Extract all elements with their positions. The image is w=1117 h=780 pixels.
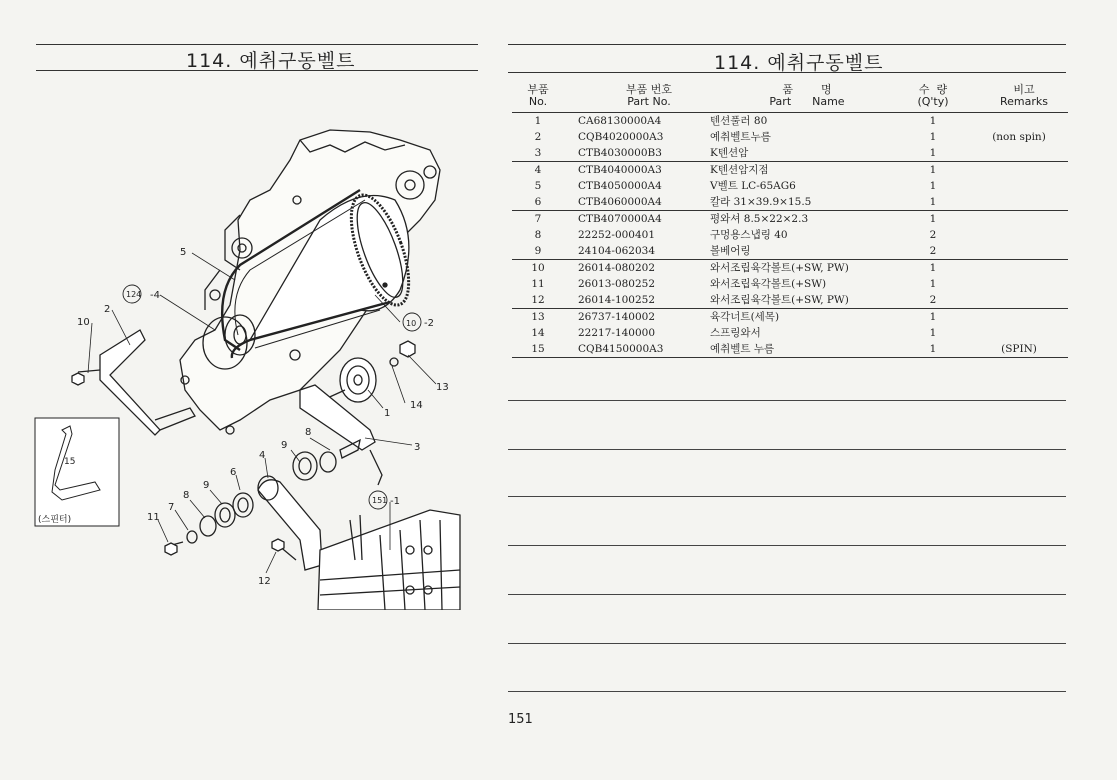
part-number-index: 8 [534,229,542,241]
part-code: 26014-080202 [578,262,656,274]
tension-roller [323,358,376,402]
table-row [512,178,1068,194]
header-qty-en: (Q'ty) [917,95,949,108]
exploded-parts-diagram [0,90,480,610]
part-number-index: 5 [534,180,542,192]
callout-13: 13 [436,382,449,393]
blank-row-rule [508,400,1066,401]
callout-3: 3 [414,442,421,453]
part-qty: 2 [929,245,937,257]
part-name: 와서조립육각볼트(+SW, PW) [710,262,849,274]
table-row [512,194,1068,211]
part-code: 22252-000401 [578,229,656,241]
part-qty: 1 [929,311,937,323]
callout-151-1: -1 [390,496,400,507]
header-no-ko: 부품 [527,83,549,96]
part-code: 22217-140000 [578,327,656,339]
part-qty: 1 [929,327,937,339]
table-row [512,325,1068,341]
blank-row-rule [508,643,1066,644]
header-remarks-ko: 비고 [1013,83,1035,96]
tension-arm-pivot [165,452,336,570]
part-qty: 1 [929,343,937,355]
part-code: 26737-140002 [578,311,656,323]
callout-1: 1 [384,408,391,419]
part-number-index: 9 [534,245,542,257]
part-number-index: 3 [534,147,542,159]
part-code: 26014-100252 [578,294,656,306]
table-row [512,129,1068,145]
parts-table [512,82,1068,358]
blank-row-rule [508,496,1066,497]
part-remarks: (SPIN) [1001,343,1037,355]
table-row [512,145,1068,162]
part-code: 26013-080252 [578,278,656,290]
callout-10: 10 [77,317,90,328]
right-page [500,0,1117,780]
header-nm-ko: 품 명 [782,83,832,96]
mower-frame [318,510,460,610]
part-number-index: 10 [531,262,545,274]
part-qty: 1 [929,213,937,225]
part-number-index: 14 [531,327,545,339]
callout-10-2: -2 [424,318,434,329]
title-rule-bottom-right [508,72,1066,73]
parts-table-header [512,82,1068,113]
table-row [512,162,1068,178]
callout-7: 7 [168,502,175,513]
callout-124: 124 [126,290,142,299]
part-name: V벨트 LC-65AG6 [710,180,796,192]
part-qty: 1 [929,147,937,159]
callout-14: 14 [410,400,423,411]
part-number-index: 2 [534,131,542,143]
callout-9b: 9 [203,480,210,491]
table-row [512,211,1068,227]
table-row [512,341,1068,358]
callout-8b: 8 [183,490,190,501]
callout-9: 9 [281,440,288,451]
part-qty: 2 [929,294,937,306]
part-qty: 1 [929,180,937,192]
part-number-index: 11 [531,278,545,290]
part-code: CTB4060000A4 [578,196,662,208]
table-row [512,243,1068,260]
title-rule-top-right [508,44,1066,45]
part-number-index: 7 [534,213,542,225]
callout-10-circle: 10 [406,319,417,328]
part-name: K텐션암지점 [710,164,769,176]
header-no-en: No. [528,95,548,108]
part-name: 육각너트(세목) [710,311,780,323]
blank-row-rule [508,449,1066,450]
part-code: CTB4070000A4 [578,213,662,225]
blank-row-rule [508,691,1066,692]
part-number-index: 15 [531,343,545,355]
part-code: CTB4030000B3 [578,147,662,159]
page-number: 151 [508,712,533,727]
table-row [512,276,1068,292]
part-qty: 1 [929,262,937,274]
part-code: 24104-062034 [578,245,656,257]
part-qty: 1 [929,131,937,143]
blank-row-rule [508,545,1066,546]
left-page [0,0,500,780]
part-code: CQB4150000A3 [578,343,664,355]
table-row [512,292,1068,309]
part-remarks: (non spin) [992,131,1046,143]
spin-inset [35,418,119,526]
part-qty: 2 [929,229,937,241]
part-qty: 1 [929,278,937,290]
callout-5: 5 [180,247,187,258]
callout-8: 8 [305,427,312,438]
callout-2: 2 [104,304,111,315]
part-name: 구멍용스냅링 40 [710,229,788,241]
part-code: CTB4040000A3 [578,164,662,176]
part-number-index: 13 [531,311,545,323]
part-name: 스프링와서 [710,327,761,339]
header-qty-ko: 수 량 [918,83,948,96]
part-name: 와서조립육각볼트(+SW) [710,278,827,290]
inset-caption: (스핀터) [38,515,72,525]
diagram-title: 114. 예취구동벨트 [186,50,356,72]
part-number-index: 4 [534,164,542,176]
part-qty: 1 [929,115,937,127]
parts-list-title: 114. 예취구동벨트 [714,52,884,74]
part-name: 와서조립육각볼트(+SW, PW) [710,294,849,306]
part-qty: 1 [929,196,937,208]
part-name: 텐션풀러 80 [710,115,768,127]
callout-6: 6 [230,467,237,478]
blank-row-rule [508,594,1066,595]
part-name: 예취벨트 누름 [710,343,775,355]
title-rule-bottom [36,70,478,71]
table-row [512,309,1068,325]
tension-arm [300,385,382,485]
part-name: 평와셔 8.5×22×2.3 [710,213,809,225]
part-name: 예취벨트누름 [710,131,771,143]
part-name: 볼베어링 [710,245,751,257]
header-remarks-en: Remarks [1000,95,1048,108]
header-nm-en: Part Name [769,95,845,108]
parts-table-body [512,113,1068,358]
part-name: 칼라 31×39.9×15.5 [710,196,812,208]
header-pn-en: Part No. [627,95,671,108]
callout-151: 151 [372,496,388,505]
part-number-index: 12 [531,294,545,306]
title-rule-top [36,44,478,45]
part-qty: 1 [929,164,937,176]
part-code: CTB4050000A4 [578,180,662,192]
part-number-index: 6 [534,196,542,208]
callout-12: 12 [258,576,271,587]
callout-4b: 4 [259,450,266,461]
nut-and-washer [390,341,415,366]
table-row [512,227,1068,243]
part-code: CQB4020000A3 [578,131,664,143]
callout-4: -4 [150,290,160,301]
callout-11: 11 [147,512,160,523]
header-pn-ko: 부품 번호 [625,83,672,96]
part-code: CA68130000A4 [578,115,662,127]
table-row [512,260,1068,276]
part-name: K텐션암 [710,147,749,159]
part-number-index: 1 [534,115,542,127]
table-row [512,113,1068,129]
svg-text:15: 15 [64,457,76,467]
